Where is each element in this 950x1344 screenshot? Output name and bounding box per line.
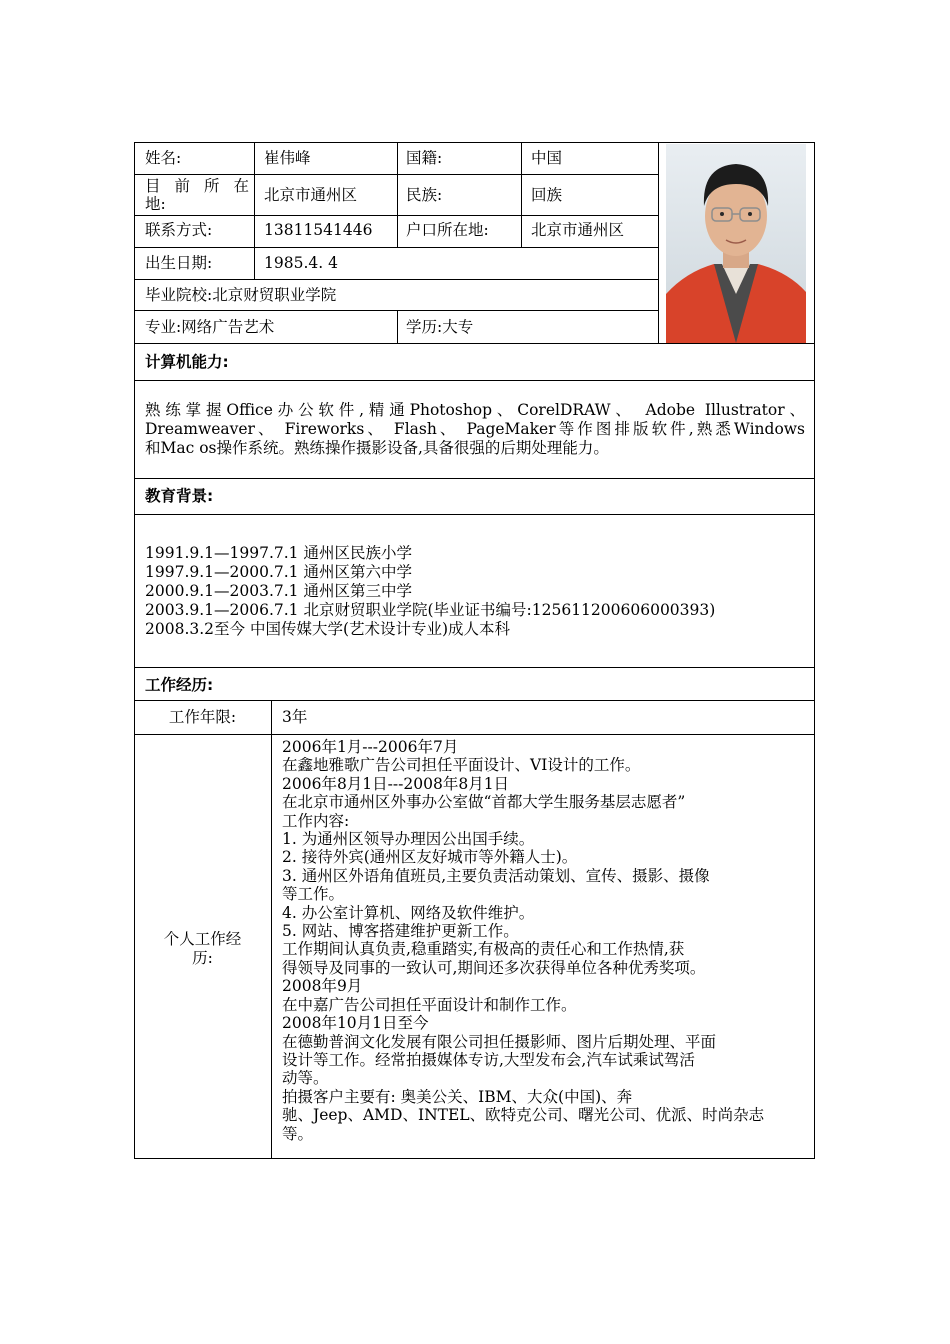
work-history-label bbox=[134, 930, 271, 968]
degree-line: 学历:大专 bbox=[406, 318, 474, 336]
ethnicity-value: 回族 bbox=[531, 186, 563, 204]
contact-value: 13811541446 bbox=[264, 221, 373, 239]
ethnicity-label: 民族: bbox=[406, 186, 443, 204]
education-heading: 教育背景: bbox=[145, 487, 214, 505]
work-history-label-line2: 历: bbox=[192, 949, 213, 967]
education-item: 1991.9.1—1997.7.1 通州区民族小学 bbox=[145, 544, 412, 562]
education-item: 1997.9.1—2000.7.1 通州区第六中学 bbox=[145, 563, 412, 581]
major-line: 专业:网络广告艺术 bbox=[145, 318, 275, 336]
section-divider bbox=[134, 380, 815, 381]
work-history-label-line1: 个人工作经 bbox=[163, 930, 242, 948]
location-label-line1: 目 前 所 在 bbox=[145, 177, 249, 195]
computer-text bbox=[145, 401, 805, 458]
work-history-line: 在北京市通州区外事办公室做“首都大学生服务基层志愿者” bbox=[282, 793, 686, 812]
work-history-line: 2008年9月 bbox=[282, 977, 363, 996]
work-history-line: 5. 网站、博客搭建维护更新工作。 bbox=[282, 922, 519, 941]
col-divider bbox=[254, 142, 255, 279]
section-divider bbox=[134, 667, 815, 668]
education-item: 2003.9.1—2006.7.1 北京财贸职业学院(毕业证书编号:125611200606000393) bbox=[145, 601, 716, 619]
work-history-line: 动等。 bbox=[282, 1069, 329, 1088]
work-history-line: 驰、Jeep、AMD、INTEL、欧特克公司、曙光公司、优派、时尚杂志 bbox=[282, 1106, 765, 1125]
col-divider bbox=[658, 142, 659, 343]
birth-label: 出生日期: bbox=[145, 254, 213, 272]
work-history-line: 2006年8月1日---2008年8月1日 bbox=[282, 774, 510, 793]
hukou-value: 北京市通州区 bbox=[531, 221, 625, 239]
work-history-line: 1. 为通州区领导办理因公出国手续。 bbox=[282, 830, 535, 849]
nationality-label: 国籍: bbox=[406, 149, 443, 167]
col-divider bbox=[397, 142, 398, 248]
work-history-line: 工作期间认真负责,稳重踏实,有极高的责任心和工作热情,获 bbox=[282, 940, 685, 959]
table-border-left bbox=[134, 142, 135, 1159]
work-history-line: 等。 bbox=[282, 1124, 314, 1143]
table-border-bottom bbox=[134, 1158, 815, 1159]
section-divider bbox=[134, 478, 815, 479]
education-list bbox=[145, 544, 810, 639]
computer-line: 和Mac os操作系统。熟练操作摄影设备,具备很强的后期处理能力。 bbox=[145, 439, 609, 457]
work-years-value: 3年 bbox=[282, 708, 308, 726]
work-history-line: 设计等工作。经常拍摄媒体专访,大型发布会,汽车试乘试驾活 bbox=[282, 1050, 695, 1069]
work-heading: 工作经历: bbox=[145, 676, 214, 694]
section-divider bbox=[134, 514, 815, 515]
work-history-line: 拍摄客户主要有: 奥美公关、IBM、大众(中国)、奔 bbox=[282, 1087, 633, 1106]
birth-value: 1985.4. 4 bbox=[264, 254, 338, 272]
col-divider bbox=[397, 310, 398, 343]
col-divider bbox=[521, 142, 522, 248]
portrait-image bbox=[666, 144, 806, 343]
name-label: 姓名: bbox=[145, 149, 182, 167]
work-years-label: 工作年限: bbox=[168, 708, 237, 726]
work-history-line: 在鑫地雅歌广告公司担任平面设计、VI设计的工作。 bbox=[282, 756, 641, 775]
row-divider bbox=[134, 343, 815, 344]
education-item: 2008.3.2至今 中国传媒大学(艺术设计专业)成人本科 bbox=[145, 620, 511, 638]
name-value: 崔伟峰 bbox=[264, 149, 311, 167]
work-history-line: 3. 通州区外语角值班员,主要负责活动策划、宣传、摄影、摄像 bbox=[282, 866, 710, 885]
work-history-line: 2008年10月1日至今 bbox=[282, 1014, 429, 1033]
location-value: 北京市通州区 bbox=[264, 186, 358, 204]
col-divider bbox=[271, 700, 272, 1159]
profile-photo bbox=[666, 144, 806, 343]
section-divider bbox=[134, 734, 815, 735]
computer-line: 熟练掌握Office办公软件,精通Photoshop、CorelDRAW、 Adobe Illustrator、 bbox=[145, 401, 805, 419]
nationality-value: 中国 bbox=[531, 149, 563, 167]
location-label-line2: 地: bbox=[145, 195, 166, 213]
work-history-line: 等工作。 bbox=[282, 885, 345, 904]
table-border-top bbox=[134, 142, 815, 143]
location-label bbox=[145, 177, 249, 213]
work-history-line: 在德勤普润文化发展有限公司担任摄影师、图片后期处理、平面 bbox=[282, 1032, 717, 1051]
section-divider bbox=[134, 700, 815, 701]
work-history-line: 工作内容: bbox=[282, 811, 350, 830]
education-item: 2000.9.1—2003.7.1 通州区第三中学 bbox=[145, 582, 412, 600]
table-border-right bbox=[814, 142, 815, 1159]
computer-heading: 计算机能力: bbox=[145, 353, 229, 371]
work-history-text bbox=[282, 738, 807, 1143]
work-history-line: 在中嘉广告公司担任平面设计和制作工作。 bbox=[282, 995, 577, 1014]
work-history-line: 得领导及同事的一致认可,期间还多次获得单位各种优秀奖项。 bbox=[282, 958, 706, 977]
school-line: 毕业院校:北京财贸职业学院 bbox=[145, 286, 337, 304]
computer-line: Dreamweaver、 Fireworks、 Flash、 PageMaker等作图排版软件,熟悉Windows bbox=[145, 420, 805, 438]
contact-label: 联系方式: bbox=[145, 221, 213, 239]
work-history-line: 2006年1月---2006年7月 bbox=[282, 738, 459, 756]
row-divider bbox=[134, 279, 659, 280]
work-history-line: 2. 接待外宾(通州区友好城市等外籍人士)。 bbox=[282, 848, 578, 867]
hukou-label: 户口所在地: bbox=[406, 221, 489, 239]
work-history-line: 4. 办公室计算机、网络及软件维护。 bbox=[282, 903, 535, 922]
